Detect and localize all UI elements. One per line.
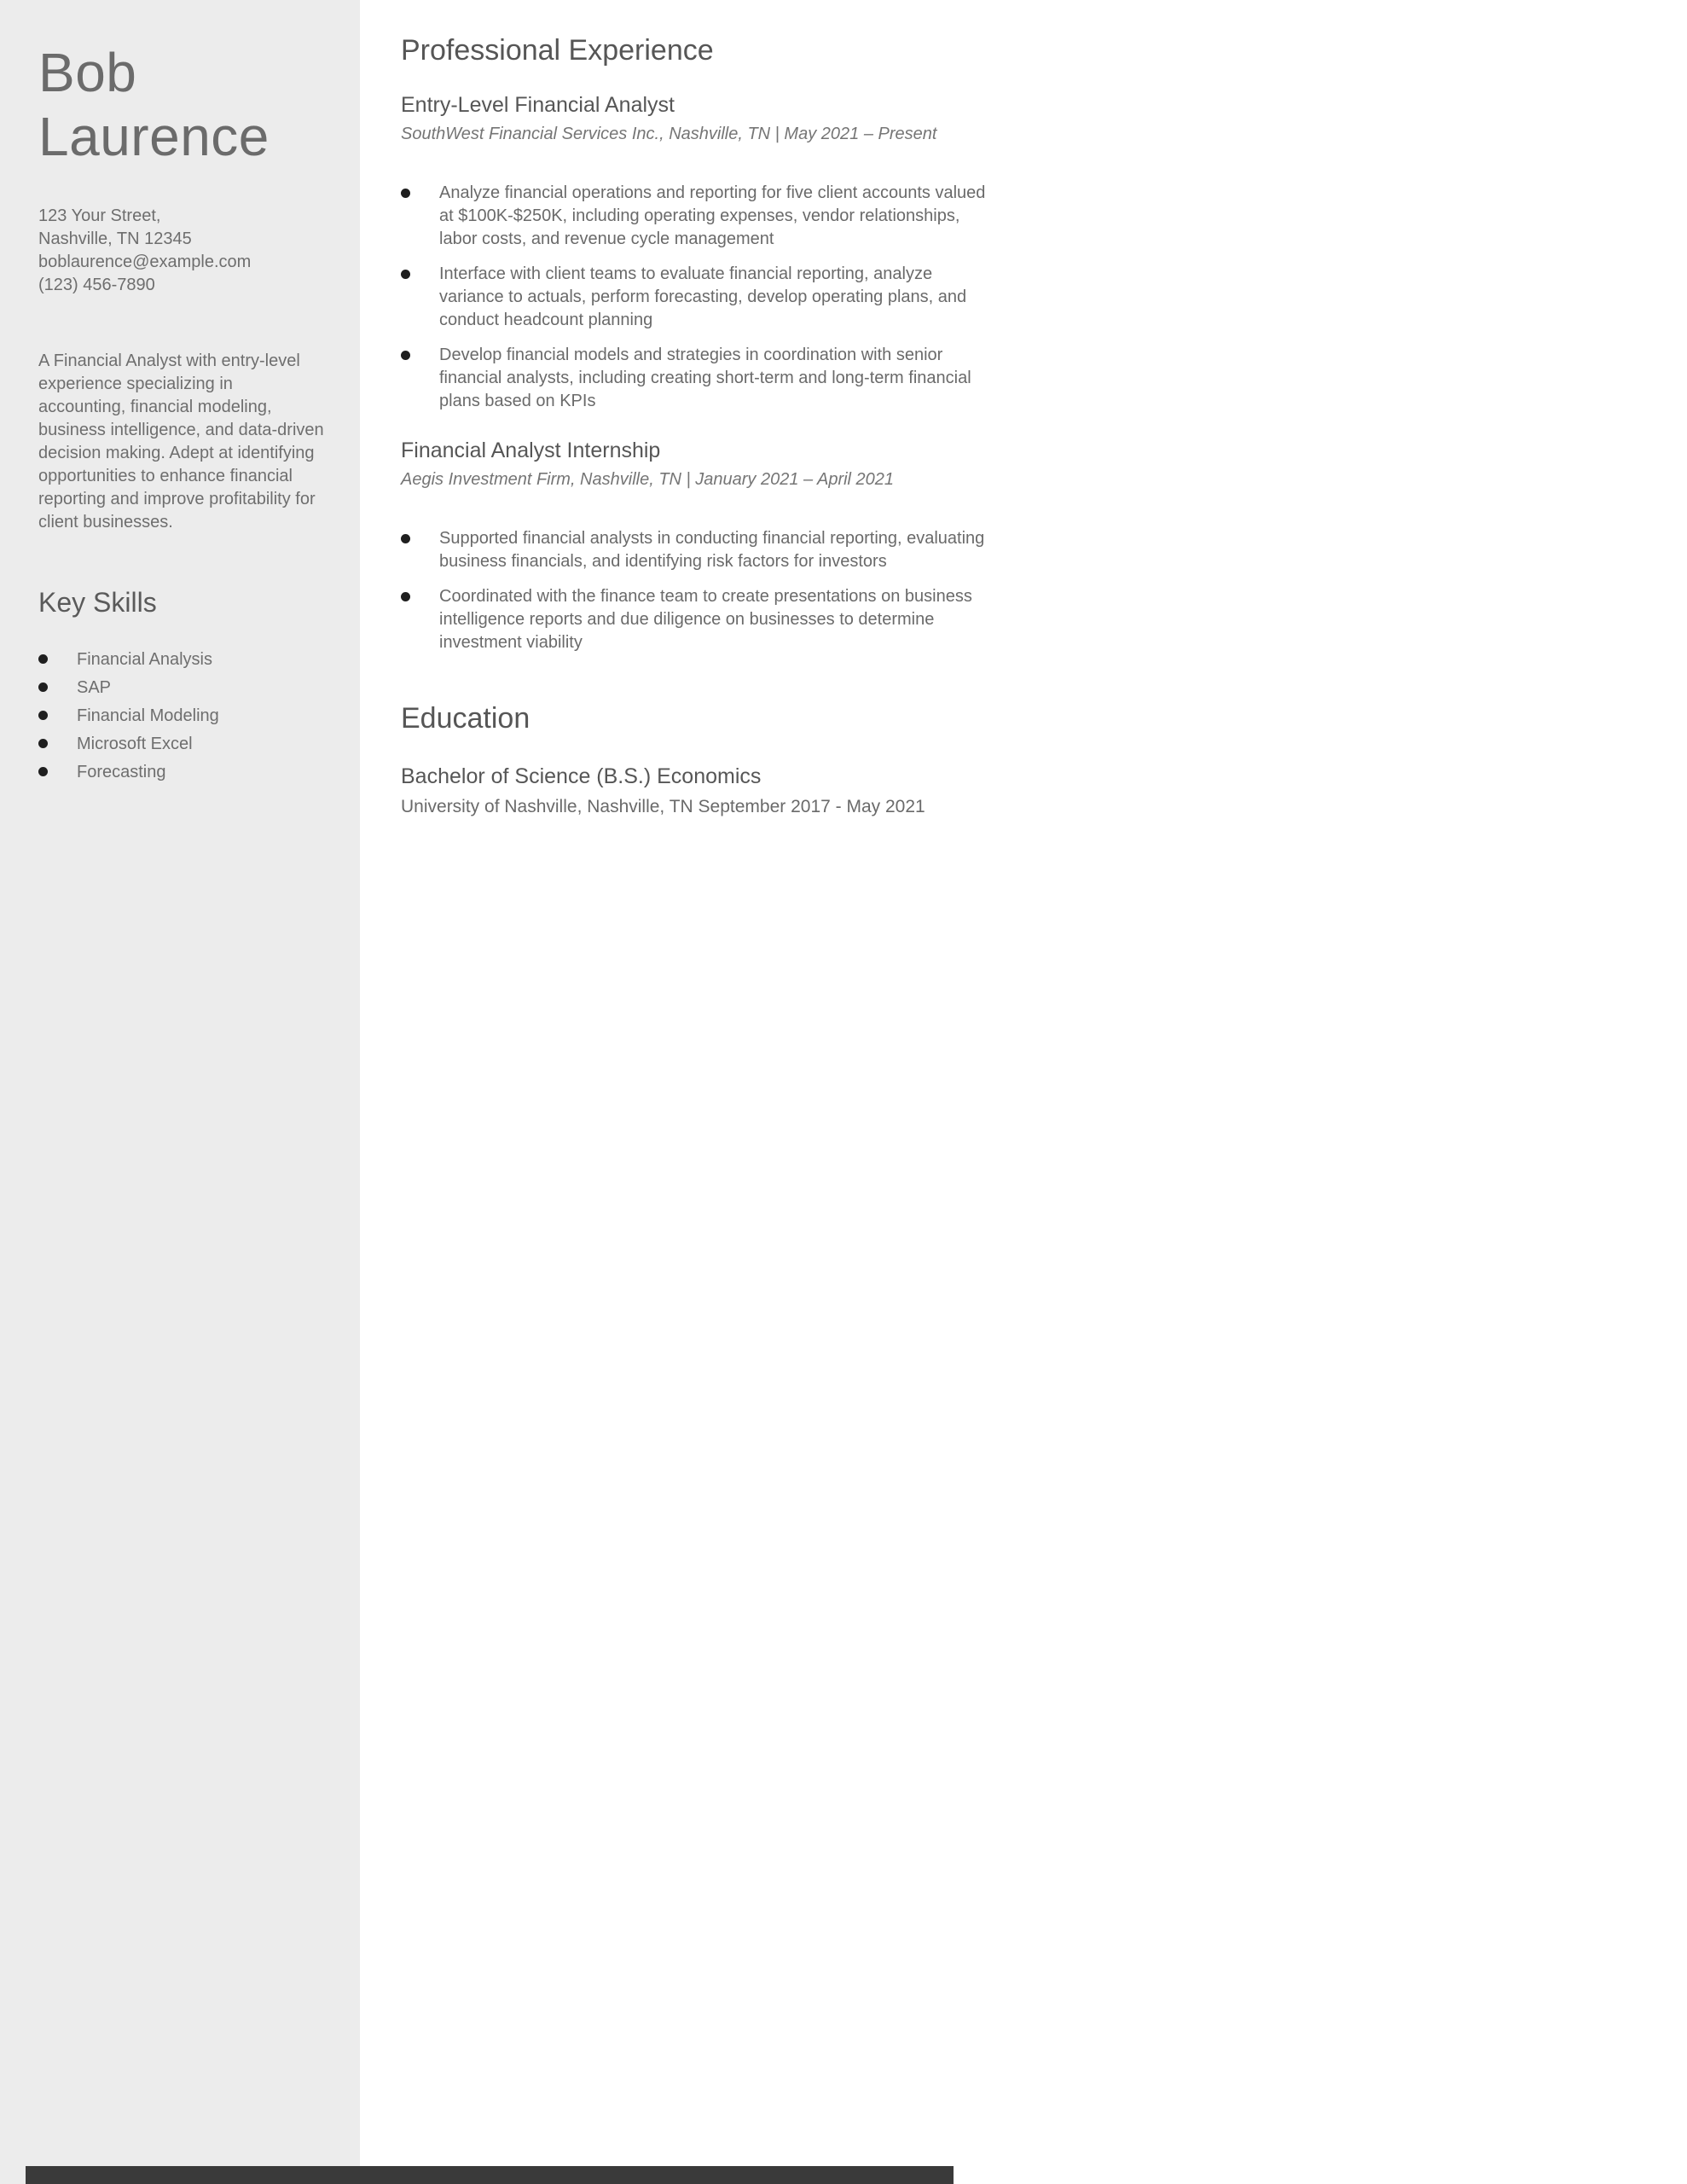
bullet-dot-icon [401,351,410,360]
contact-street: 123 Your Street, [38,206,161,225]
experience-heading: Professional Experience [401,34,714,67]
skill-label: Financial Modeling [77,706,219,725]
contact-city: Nashville, TN 12345 [38,229,192,248]
job-bullet-text: Analyze financial operations and reporting for five client accounts valued at $100K-$250K, including operating expenses, vendor relationships, labor costs, and revenue cycle management [439,183,986,248]
skill-item [38,646,324,674]
job-bullet [401,585,991,654]
main-column [401,0,991,817]
candidate-name [38,41,324,169]
contact-phone: (123) 456-7890 [38,276,155,294]
sidebar [0,0,360,2184]
skill-label: Financial Analysis [77,650,212,669]
job-bullets [401,182,991,413]
contact-block [38,205,324,297]
degree-title: Bachelor of Science (B.S.) Economics [401,764,762,788]
bullet-dot-icon [401,534,410,543]
footer-bar [26,2166,954,2184]
job-bullet [401,263,991,332]
job-bullet-text: Interface with client teams to evaluate financial reporting, analyze variance to actuals, perform forecasting, develop operating plans, and conduct headcount planning [439,264,967,329]
skill-item [38,730,324,758]
candidate-first-name: Bob [38,42,137,103]
bullet-dot-icon [38,767,48,776]
bullet-dot-icon [38,739,48,748]
skills-list [38,646,324,787]
contact-email: boblaurence@example.com [38,253,252,271]
education-section [401,702,991,817]
key-skills-heading: Key Skills [38,587,157,618]
bullet-dot-icon [401,189,410,198]
skill-label: Forecasting [77,763,166,781]
job-entry [401,93,991,413]
skill-label: Microsoft Excel [77,735,193,753]
bullet-dot-icon [38,682,48,692]
job-title: Entry-Level Financial Analyst [401,93,675,117]
bullet-dot-icon [38,711,48,720]
job-bullets [401,527,991,654]
bullet-dot-icon [401,592,410,601]
job-bullet-text: Supported financial analysts in conducting financial reporting, evaluating business financials, and identifying risk factors for investors [439,529,985,571]
job-bullet [401,527,991,573]
skill-label: SAP [77,678,112,697]
job-bullet [401,344,991,413]
job-meta: Aegis Investment Firm, Nashville, TN | January 2021 – April 2021 [401,470,895,489]
school-line: University of Nashville, Nashville, TN September 2017 - May 2021 [401,797,925,816]
job-meta: SouthWest Financial Services Inc., Nashville, TN | May 2021 – Present [401,125,937,143]
skill-item [38,674,324,702]
candidate-last-name: Laurence [38,106,270,167]
bullet-dot-icon [401,270,410,279]
bullet-dot-icon [38,654,48,664]
job-bullet-text: Develop financial models and strategies in coordination with senior financial analysts, including creating short-term and long-term financial plans based on KPIs [439,346,971,410]
education-heading: Education [401,702,530,735]
job-bullet-text: Coordinated with the finance team to create presentations on business intelligence reports and due diligence on businesses to determine investment viability [439,587,972,652]
job-title: Financial Analyst Internship [401,439,661,462]
job-bullet [401,182,991,251]
skill-item [38,702,324,730]
profile-summary: A Financial Analyst with entry-level experience specializing in accounting, financial modeling, business intelligence, and data-driven decision making. Adept at identifying opportunities to enhance financial reporting and improve profitability for client businesses. [38,351,324,531]
skill-item [38,758,324,787]
job-entry [401,439,991,654]
